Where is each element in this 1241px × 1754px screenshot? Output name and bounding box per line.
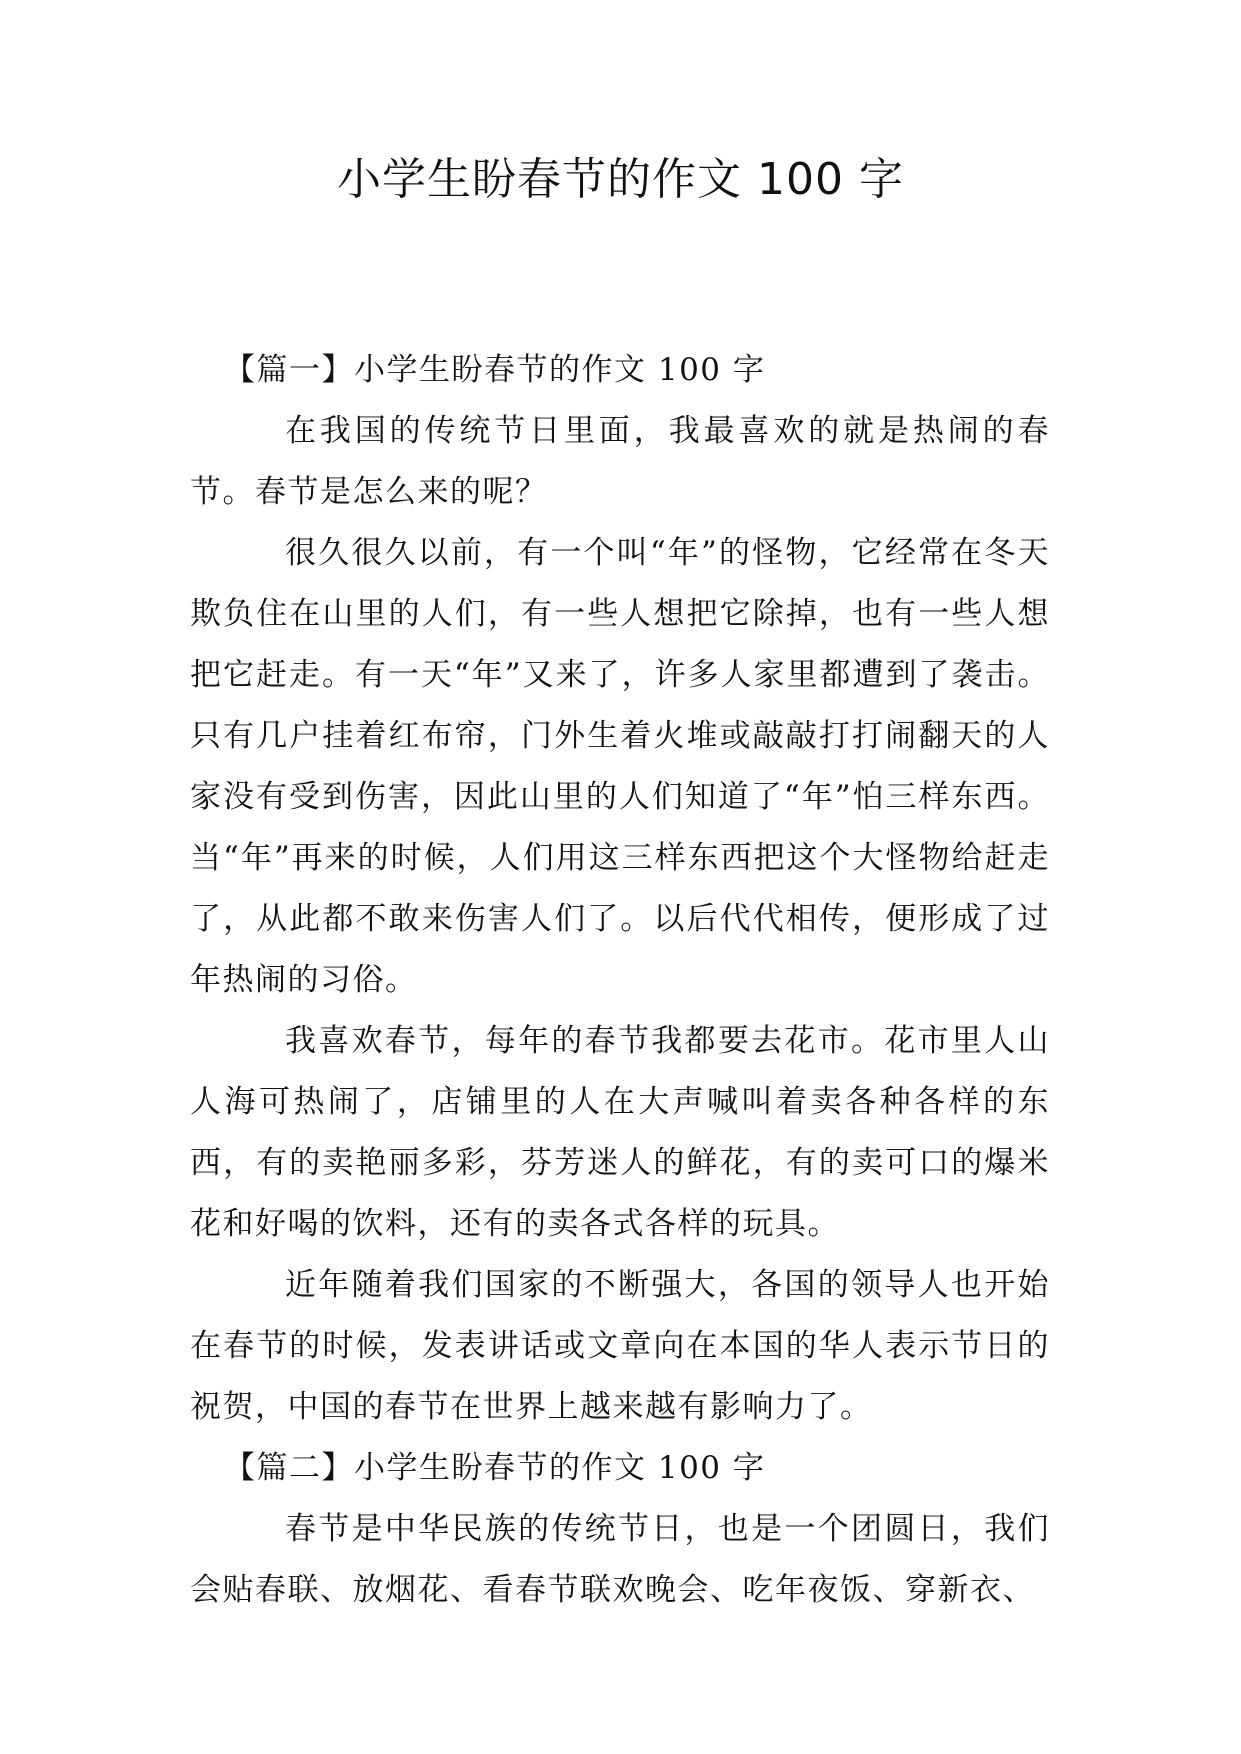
paragraph: 我喜欢春节，每年的春节我都要去花市。花市里人山人海可热闹了，店铺里的人在大声喊叫着卖各种各样的东西，有的卖艳丽多彩，芬芳迷人的鲜花，有的卖可口的爆米花和好喝的饮料，还有的卖各式各样的玩具。: [190, 1023, 1050, 1242]
paragraph: 很久很久以前，有一个叫“年”的怪物，它经常在冬天欺负住在山里的人们，有一些人想把它除掉，也有一些人想把它赶走。有一天“年”又来了，许多人家里都遭到了袭击。只有几户挂着红布帘，门外生着火堆或敲敲打打闹翻天的人家没有受到伤害，因此山里的人们知道了“年”怕三样东西。当“年”再来的时候，人们用这三样东西把这个大怪物给赶走了，从此都不敢来伤害人们了。以后代代相传，便形成了过年热闹的习俗。: [190, 535, 1050, 998]
paragraph: 近年随着我们国家的不断强大，各国的领导人也开始在春节的时候，发表讲话或文章向在本国的华人表示节日的祝贺，中国的春节在世界上越来越有影响力了。: [190, 1267, 1050, 1425]
document-body: [190, 340, 1050, 1621]
paragraph: 春节是中华民族的传统节日，也是一个团圆日，我们会贴春联、放烟花、看春节联欢晚会、吃年夜饭、穿新衣、: [190, 1511, 1050, 1608]
page-title: 小学生盼春节的作文 100 字: [337, 154, 904, 205]
paragraph: 在我国的传统节日里面，我最喜欢的就是热闹的春节。春节是怎么来的呢？: [190, 413, 1050, 510]
section-heading: 【篇一】小学生盼春节的作文 100 字: [224, 352, 766, 388]
section-heading: 【篇二】小学生盼春节的作文 100 字: [224, 1450, 766, 1486]
